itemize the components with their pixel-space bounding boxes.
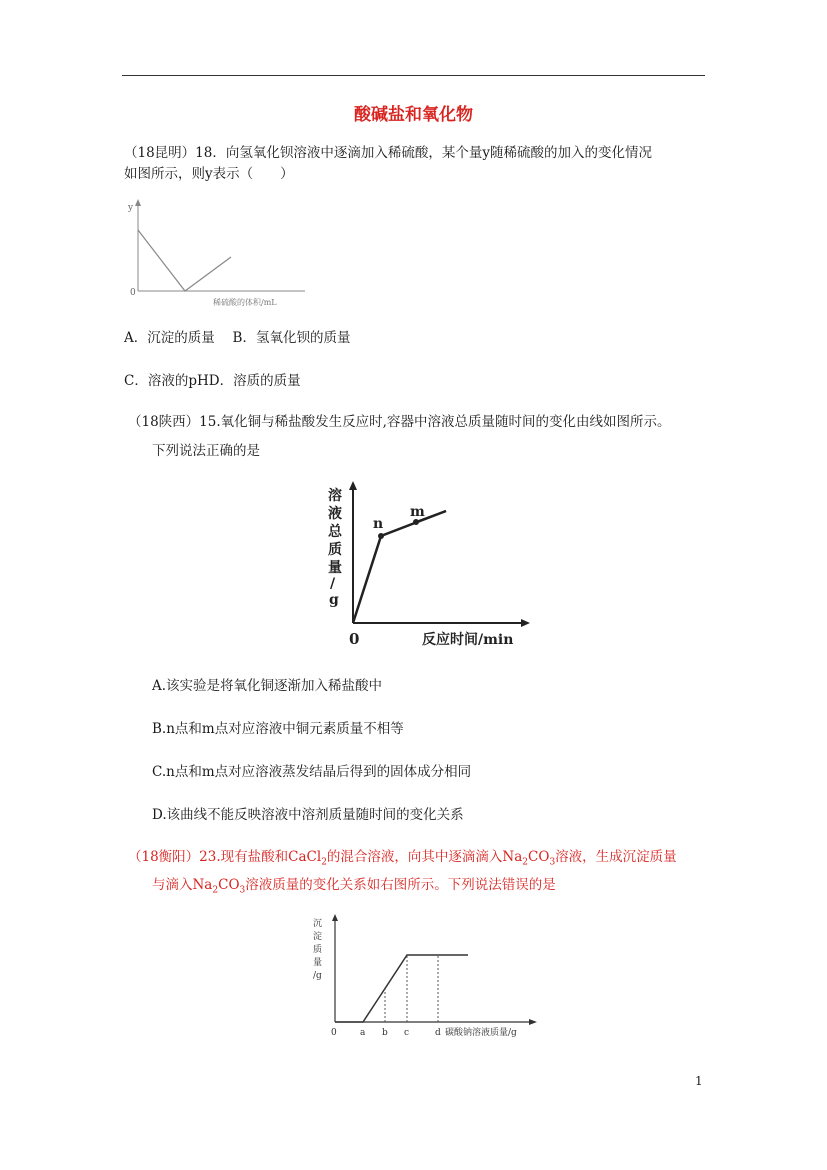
q3-y-line-3: 质 — [313, 945, 323, 955]
page-title: 酸碱盐和氧化物 — [354, 105, 473, 125]
q3-y-line-1: 沉 — [313, 919, 323, 929]
q3-sub-3: 3 — [549, 857, 556, 868]
q2-curve — [353, 511, 446, 623]
q2-label-m: m — [410, 504, 425, 520]
q2-option-d: D.该曲线不能反映溶液中溶剂质量随时间的变化关系 — [152, 807, 464, 823]
q2-label-n: n — [373, 516, 384, 532]
header-rule — [122, 75, 705, 76]
q1-x-label: 稀硫酸的体积/mL — [213, 298, 277, 307]
q3-tick-a: a — [360, 1028, 366, 1038]
q1-y-label: y — [128, 203, 134, 213]
q2-option-b: B.n点和m点对应溶液中铜元素质量不相等 — [152, 721, 404, 737]
q1-stem-line1: （18昆明）18．向氢氧化钡溶液中逐滴加入稀硫酸，某个量y随稀硫酸的加入的变化情况 — [124, 145, 652, 161]
q2-x-label: 反应时间/min — [422, 632, 514, 648]
q3-tick-d: d — [435, 1028, 441, 1038]
q2-y-char-3: 总 — [328, 524, 342, 540]
q2-y-char-7: g — [329, 592, 339, 608]
q2-y-char-2: 液 — [328, 506, 342, 522]
q2-x-arrow — [521, 619, 530, 627]
q2-stem-line2: 下列说法正确的是 — [152, 443, 260, 459]
q3-curve — [335, 955, 468, 1022]
q3-sub-5: 3 — [239, 885, 246, 896]
q3-tick-c: c — [404, 1028, 410, 1038]
q3-stem-line2 — [152, 874, 556, 902]
q3-x-ticks — [331, 1028, 441, 1038]
q3-stem-2b: CO — [218, 877, 240, 893]
q2-y-char-4: 质 — [328, 542, 342, 558]
q3-y-label — [313, 918, 322, 981]
q3-stem-1d: 溶液，生成沉淀质量 — [555, 849, 677, 865]
q3-x-arrow — [529, 1019, 537, 1025]
q2-y-char-6: / — [330, 576, 336, 592]
q3-tick-0: 0 — [331, 1028, 337, 1038]
q1-origin-label: 0 — [130, 288, 136, 298]
q3-sub-2: 2 — [522, 857, 529, 868]
q3-stem-1a: （18衡阳）23.现有盐酸和CaCl — [128, 849, 322, 865]
q1-figure — [115, 195, 315, 310]
q1-curve — [138, 230, 231, 291]
q2-option-c: C.n点和m点对应溶液蒸发结晶后得到的固体成分相同 — [152, 764, 472, 780]
q3-x-label: 碳酸钠溶液质量/g — [445, 1028, 517, 1038]
q3-stem-2a: 与滴入Na — [152, 877, 213, 893]
page-number: 1 — [695, 1074, 703, 1088]
q3-y-line-4: 量 — [313, 958, 323, 968]
q3-stem-1b: 的混合溶液，向其中逐滴滴入Na — [326, 849, 523, 865]
q2-point-n — [378, 533, 384, 539]
q1-option-ab: A．沉淀的质量 B．氢氧化钡的质量 — [124, 330, 351, 346]
q2-stem-line1: （18陕西）15.氧化铜与稀盐酸发生反应时,容器中溶液总质量随时间的变化由线如图所示。 — [128, 414, 671, 430]
q2-y-arrow — [349, 481, 357, 490]
q3-y-arrow — [332, 914, 338, 921]
q3-stem-2c: 溶液质量的变化关系如右图所示。下列说法错误的是 — [245, 877, 556, 893]
q2-y-label — [328, 487, 343, 608]
q2-option-a: A.该实验是将氧化铜逐渐加入稀盐酸中 — [152, 678, 383, 694]
q3-sub-1: 2 — [321, 857, 327, 868]
q2-figure — [318, 478, 538, 653]
q1-stem-line2: 如图所示，则y表示（ ） — [124, 166, 294, 182]
q2-y-char-5: 量 — [328, 560, 342, 576]
q3-stem-1c: CO — [528, 849, 550, 865]
q3-y-line-2: 淀 — [313, 932, 323, 942]
q1-option-cd: C．溶液的pHD．溶质的质量 — [124, 373, 301, 389]
q3-y-line-5: /g — [313, 971, 322, 981]
q1-y-arrow — [135, 199, 141, 206]
q2-y-char-1: 溶 — [328, 488, 342, 504]
q3-tick-b: b — [382, 1028, 388, 1038]
q3-stem-line1 — [128, 846, 677, 874]
q2-origin-label: 0 — [349, 630, 360, 648]
q3-sub-4: 2 — [212, 885, 219, 896]
q3-figure — [305, 910, 555, 1045]
